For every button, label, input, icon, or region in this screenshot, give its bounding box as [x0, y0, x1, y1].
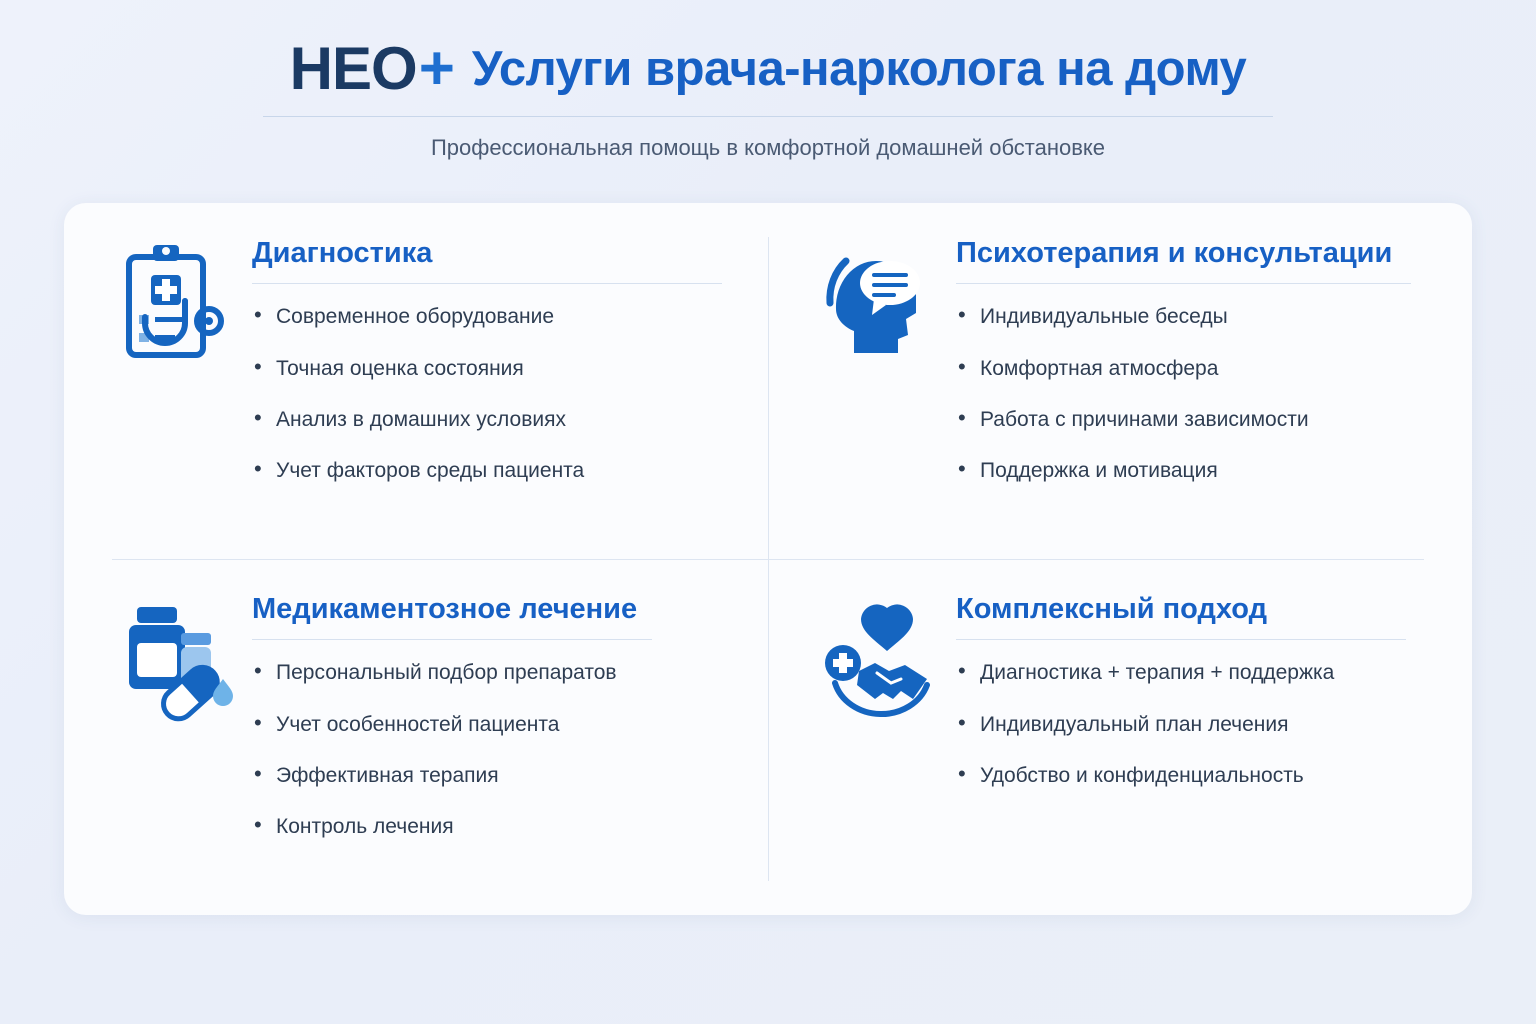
- list-item: • Поддержка и мотивация: [956, 458, 1430, 483]
- service-title: Комплексный подход: [956, 593, 1267, 625]
- service-block-psychotherapy: [768, 203, 1472, 559]
- page-subtitle: Профессиональная помощь в комфортной домашней обстановке: [430, 135, 1106, 160]
- service-title: Диагностика: [252, 237, 433, 269]
- service-title-divider: [956, 639, 1406, 640]
- service-feature-list: [956, 304, 1430, 483]
- list-item: • Учет особенностей пациента: [252, 712, 726, 737]
- service-title-divider: [956, 283, 1411, 284]
- services-card: [64, 203, 1472, 915]
- service-title: Медикаментозное лечение: [252, 593, 638, 625]
- list-item: • Точная оценка состояния: [252, 356, 726, 381]
- list-item: • Персональный подбор препаратов: [252, 660, 726, 685]
- list-item: • Индивидуальный план лечения: [956, 712, 1430, 737]
- service-content: [246, 237, 726, 539]
- service-content: [950, 237, 1430, 539]
- service-feature-list: [252, 304, 726, 483]
- list-item: • Работа с причинами зависимости: [956, 407, 1430, 432]
- service-block-medication: [64, 559, 768, 915]
- service-feature-list: [956, 660, 1430, 788]
- horizontal-divider: [112, 559, 1424, 560]
- service-title: Психотерапия и консультации: [956, 237, 1393, 269]
- service-title-divider: [252, 639, 652, 640]
- list-item: • Диагностика + терапия + поддержка: [956, 660, 1430, 685]
- list-item: • Учет факторов среды пациента: [252, 458, 726, 483]
- service-content: [950, 593, 1430, 895]
- logo-text: HEO: [289, 35, 417, 102]
- neo-plus-logo: [289, 34, 454, 103]
- list-item: • Индивидуальные беседы: [956, 304, 1430, 329]
- clipboard-stethoscope-icon: [106, 237, 246, 539]
- medicine-bottles-pill-icon: [106, 593, 246, 895]
- header-row: [0, 34, 1536, 103]
- list-item: • Эффективная терапия: [252, 763, 726, 788]
- service-block-complex-approach: [768, 559, 1472, 915]
- service-feature-list: [252, 660, 726, 839]
- list-item: • Анализ в домашних условиях: [252, 407, 726, 432]
- list-item: • Контроль лечения: [252, 814, 726, 839]
- services-grid: [64, 203, 1472, 915]
- list-item: • Комфортная атмосфера: [956, 356, 1430, 381]
- service-block-diagnostics: [64, 203, 768, 559]
- list-item: • Удобство и конфиденциальность: [956, 763, 1430, 788]
- service-title-divider: [252, 283, 722, 284]
- header: [0, 0, 1536, 161]
- list-item: • Современное оборудование: [252, 304, 726, 329]
- head-speech-bubble-icon: [810, 237, 950, 539]
- title-divider: [263, 116, 1273, 117]
- service-content: [246, 593, 726, 895]
- logo-plus-icon: +: [418, 34, 454, 103]
- heart-handshake-cross-icon: [810, 593, 950, 895]
- page-title: Услуги врача-нарколога на дому: [471, 42, 1247, 96]
